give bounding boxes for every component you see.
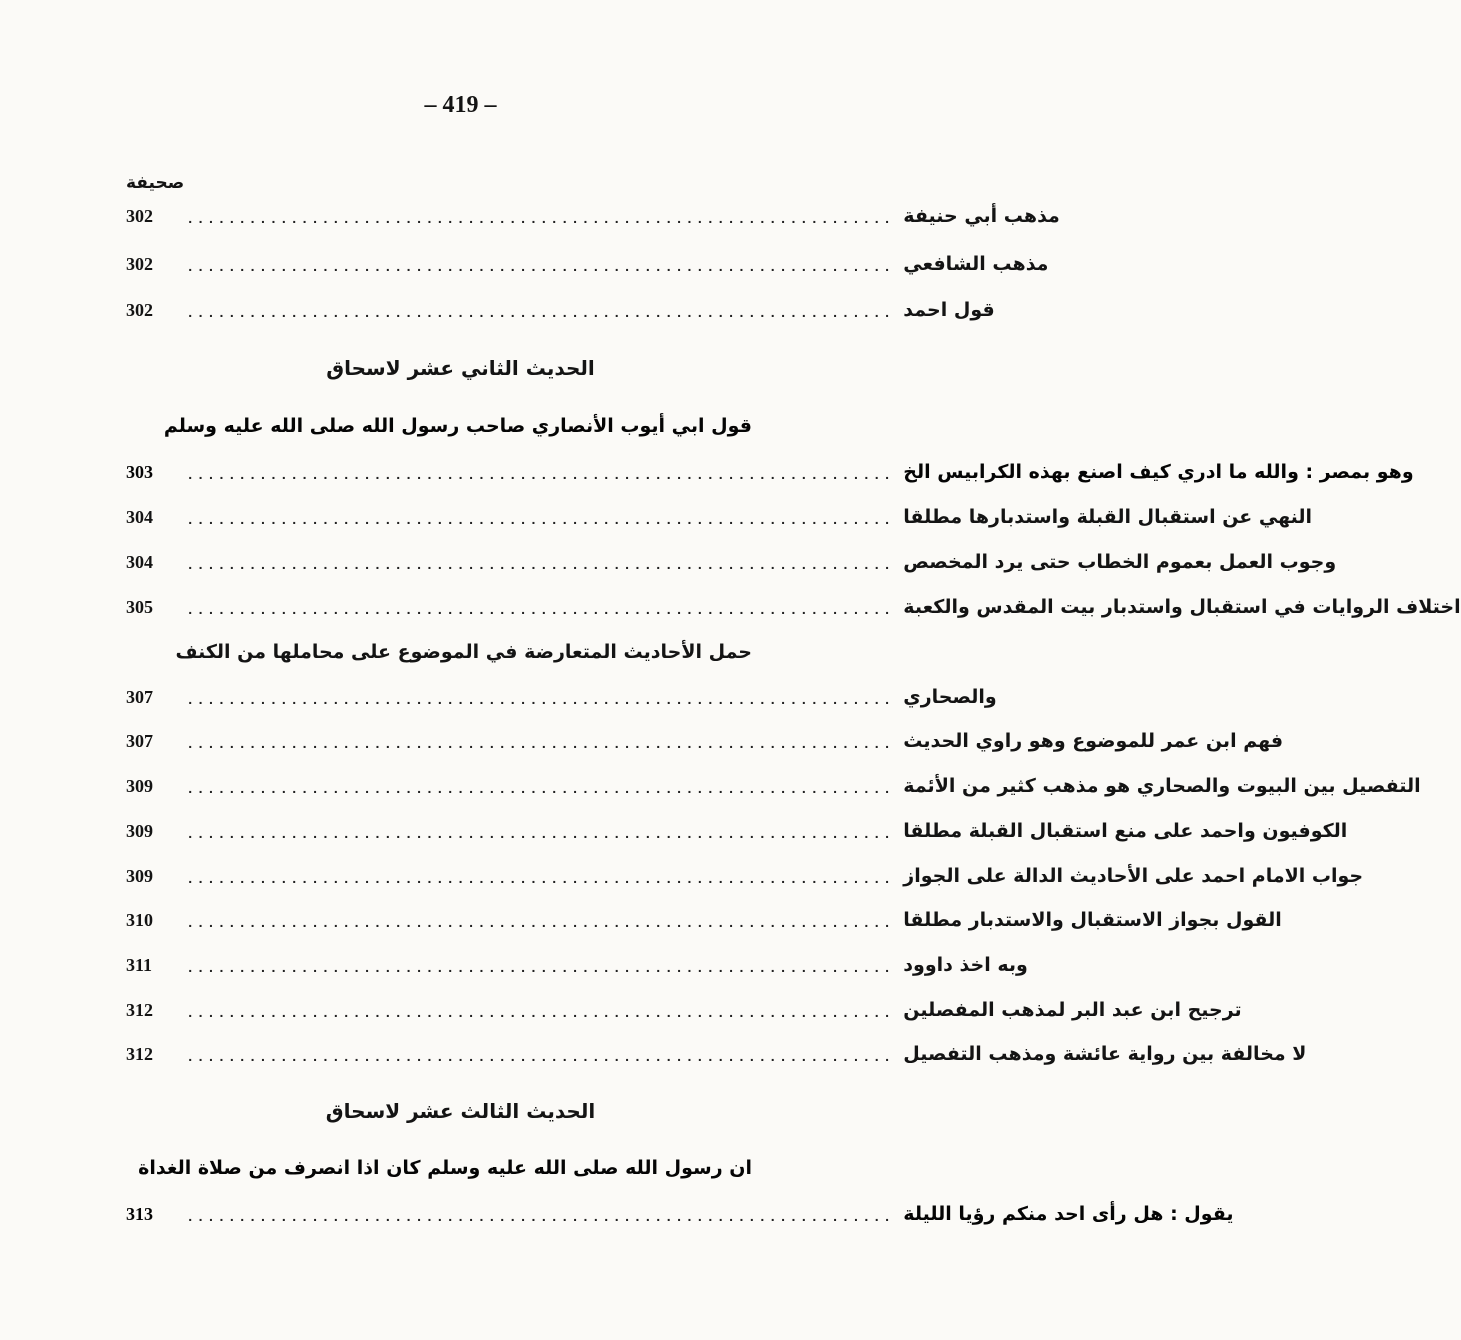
toc-title: والصحاري bbox=[903, 686, 997, 708]
toc-page-number: 304 bbox=[126, 506, 153, 527]
dot-leader: .................................................................... bbox=[186, 737, 894, 753]
toc-entry bbox=[126, 766, 1421, 806]
toc-title: مذهب الشافعي bbox=[903, 253, 1049, 275]
toc-entry bbox=[126, 290, 995, 330]
toc-page-number: 302 bbox=[126, 205, 153, 226]
toc-entry bbox=[126, 721, 1284, 761]
toc-page-number: 307 bbox=[126, 730, 153, 751]
toc-entry bbox=[126, 856, 1364, 896]
dot-leader: .................................................................... bbox=[186, 827, 894, 843]
toc-entry bbox=[126, 1034, 1307, 1074]
toc-entry bbox=[126, 244, 1049, 284]
toc-page-number: 309 bbox=[126, 775, 153, 796]
toc-page-number: 303 bbox=[126, 461, 153, 482]
toc-page-number: 313 bbox=[126, 1203, 153, 1224]
dot-leader: .................................................................... bbox=[186, 1006, 894, 1022]
toc-title: القول بجواز الاستقبال والاستدبار مطلقا bbox=[903, 909, 1282, 931]
toc-title: وبه اخذ داوود bbox=[903, 954, 1028, 976]
dot-leader: .................................................................... bbox=[186, 212, 894, 228]
toc-entry bbox=[126, 677, 997, 717]
toc-page-number: 309 bbox=[126, 820, 153, 841]
toc-title: جواب الامام احمد على الأحاديث الدالة على الجواز bbox=[903, 865, 1364, 887]
toc-title: يقول : هل رأى احد منكم رؤيا الليلة bbox=[903, 1203, 1234, 1225]
column-header: صحيفة bbox=[126, 173, 185, 193]
toc-title: فهم ابن عمر للموضوع وهو راوي الحديث bbox=[903, 730, 1284, 752]
dot-leader: .................................................................... bbox=[186, 1050, 894, 1066]
toc-page-number: 302 bbox=[126, 299, 153, 320]
dot-leader: .................................................................... bbox=[186, 558, 894, 574]
dot-leader: .................................................................... bbox=[186, 872, 894, 888]
toc-page-number: 309 bbox=[126, 865, 153, 886]
page-number: – 419 – bbox=[424, 92, 497, 118]
dot-leader: .................................................................... bbox=[186, 961, 894, 977]
toc-entry bbox=[126, 196, 1060, 236]
toc-entry bbox=[126, 497, 1313, 537]
toc-page-number: 311 bbox=[126, 954, 153, 975]
toc-page-number: 307 bbox=[126, 686, 153, 707]
dot-leader: .................................................................... bbox=[186, 513, 894, 529]
toc-title: ترجيح ابن عبد البر لمذهب المفصلين bbox=[903, 999, 1242, 1021]
dot-leader: .................................................................... bbox=[186, 1210, 894, 1226]
toc-entry bbox=[126, 452, 1414, 492]
toc-title: النهي عن استقبال القبلة واستدبارها مطلقا bbox=[903, 506, 1313, 528]
toc-page-number: 310 bbox=[126, 909, 153, 930]
toc-page-number: 305 bbox=[126, 596, 153, 617]
toc-title: الكوفيون واحمد على منع استقبال القبلة مطلقا bbox=[903, 820, 1348, 842]
toc-title: قول احمد bbox=[903, 299, 995, 321]
dot-leader: .................................................................... bbox=[186, 782, 894, 798]
toc-entry bbox=[126, 945, 1028, 985]
toc-title-line: حمل الأحاديث المتعارضة في الموضوع على محاملها من الكنف bbox=[175, 641, 752, 663]
toc-title: اختلاف الروايات في استقبال واستدبار بيت المقدس والكعبة bbox=[903, 596, 1461, 618]
toc-entry bbox=[126, 587, 1461, 627]
toc-title: التفصيل بين البيوت والصحاري هو مذهب كثير من الأئمة bbox=[903, 775, 1421, 797]
dot-leader: .................................................................... bbox=[186, 306, 894, 322]
section-heading: الحديث الثاني عشر لاسحاق bbox=[326, 356, 595, 380]
dot-leader: .................................................................... bbox=[186, 468, 894, 484]
dot-leader: .................................................................... bbox=[186, 603, 894, 619]
toc-title: لا مخالفة بين رواية عائشة ومذهب التفصيل bbox=[903, 1043, 1307, 1065]
toc-page-number: 312 bbox=[126, 999, 153, 1020]
dot-leader: .................................................................... bbox=[186, 260, 894, 276]
toc-entry bbox=[126, 1194, 1234, 1234]
dot-leader: .................................................................... bbox=[186, 693, 894, 709]
toc-title-line: قول ابي أيوب الأنصاري صاحب رسول الله صلى الله عليه وسلم bbox=[163, 415, 752, 437]
dot-leader: .................................................................... bbox=[186, 916, 894, 932]
toc-title-line: ان رسول الله صلى الله عليه وسلم كان اذا انصرف من صلاة الغداة bbox=[138, 1157, 752, 1179]
toc-entry bbox=[126, 900, 1282, 940]
toc-page-number: 304 bbox=[126, 551, 153, 572]
toc-page-number: 302 bbox=[126, 253, 153, 274]
toc-entry bbox=[126, 811, 1348, 851]
toc-entry bbox=[126, 542, 1337, 582]
section-heading: الحديث الثالث عشر لاسحاق bbox=[325, 1099, 596, 1123]
toc-page-number: 312 bbox=[126, 1043, 153, 1064]
toc-entry bbox=[126, 990, 1242, 1030]
toc-title: وهو بمصر : والله ما ادري كيف اصنع بهذه الكرابيس الخ bbox=[903, 461, 1414, 483]
toc-title: مذهب أبي حنيفة bbox=[903, 205, 1060, 227]
toc-title: وجوب العمل بعموم الخطاب حتى يرد المخصص bbox=[903, 551, 1337, 573]
